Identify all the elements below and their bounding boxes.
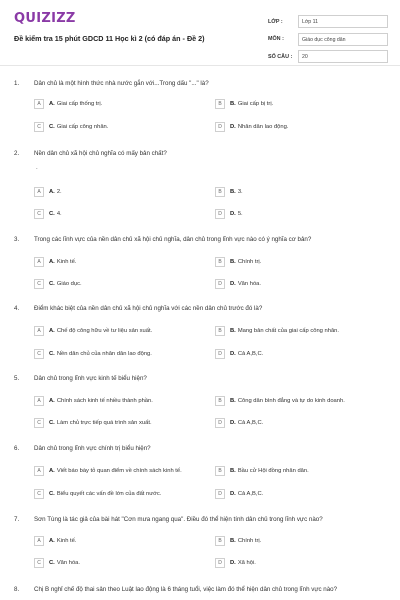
option-box[interactable]: A xyxy=(34,257,44,267)
option-text: Giai cấp thống trị. xyxy=(56,101,103,107)
option-b[interactable] xyxy=(215,465,309,477)
meta-value-field: 20 xyxy=(298,50,388,63)
option-letter: D. xyxy=(230,211,236,217)
question-note: . xyxy=(36,164,38,171)
option-b[interactable] xyxy=(215,535,261,547)
question-number: 3. xyxy=(14,236,20,243)
option-a[interactable] xyxy=(34,98,102,110)
option-box[interactable]: B xyxy=(215,466,225,476)
option-text: Giai cấp bị trị. xyxy=(237,101,274,107)
option-box[interactable]: D xyxy=(215,349,225,359)
option-text: Cả A,B,C. xyxy=(237,420,264,426)
option-letter: A. xyxy=(49,259,55,265)
option-box[interactable]: C xyxy=(34,418,44,428)
option-d[interactable] xyxy=(215,348,263,360)
option-letter: A. xyxy=(49,398,55,404)
option-letter: B. xyxy=(230,259,236,265)
option-letter: D. xyxy=(230,351,236,357)
option-box[interactable]: D xyxy=(215,558,225,568)
option-box[interactable]: A xyxy=(34,466,44,476)
option-letter: A. xyxy=(49,101,55,107)
option-box[interactable]: A xyxy=(34,396,44,406)
option-c[interactable] xyxy=(34,121,108,133)
question-number: 8. xyxy=(14,586,20,593)
option-letter: B. xyxy=(230,189,236,195)
option-box[interactable]: C xyxy=(34,209,44,219)
option-a[interactable] xyxy=(34,325,152,337)
option-d[interactable] xyxy=(215,417,263,429)
question-number: 2. xyxy=(14,150,20,157)
option-letter: B. xyxy=(230,328,236,334)
worksheet-meta xyxy=(268,14,388,67)
option-text: Văn hóa. xyxy=(237,281,262,287)
option-letter: C. xyxy=(49,281,55,287)
option-text: 4. xyxy=(56,211,62,217)
option-letter: A. xyxy=(49,538,55,544)
option-box[interactable]: C xyxy=(34,489,44,499)
option-d[interactable] xyxy=(215,208,243,220)
option-box[interactable]: D xyxy=(215,122,225,132)
worksheet-title: Đề kiểm tra 15 phút GDCD 11 Học kì 2 (có đáp án - Đề 2) xyxy=(14,34,205,43)
option-letter: B. xyxy=(230,101,236,107)
option-a[interactable] xyxy=(34,186,62,198)
option-box[interactable]: D xyxy=(215,279,225,289)
option-box[interactable]: B xyxy=(215,326,225,336)
option-box[interactable]: A xyxy=(34,99,44,109)
meta-value-field: Lớp 11 xyxy=(298,15,388,28)
option-text: Chính trị. xyxy=(237,538,262,544)
option-text: Văn hóa. xyxy=(56,560,81,566)
option-letter: D. xyxy=(230,491,236,497)
question-number: 1. xyxy=(14,80,20,87)
header-divider xyxy=(0,65,400,66)
option-c[interactable] xyxy=(34,417,152,429)
option-box[interactable]: A xyxy=(34,187,44,197)
option-a[interactable] xyxy=(34,535,76,547)
option-box[interactable]: D xyxy=(215,489,225,499)
option-text: Chế độ công hữu về tư liệu sản xuất. xyxy=(56,328,153,334)
option-letter: D. xyxy=(230,560,236,566)
option-box[interactable]: B xyxy=(215,99,225,109)
question-text: Dân chủ là một hình thức nhà nước gắn với...Trong dấu "..." là? xyxy=(34,80,209,87)
question-number: 4. xyxy=(14,305,20,312)
option-text: Bầu cử Hội đồng nhân dân. xyxy=(237,468,309,474)
question-text: Chị B nghỉ chế độ thai sản theo Luật lao động là 6 tháng tuổi, việc làm đó thể hiện dân chủ trong lĩnh vực nào? xyxy=(34,586,338,593)
option-c[interactable] xyxy=(34,348,152,360)
option-box[interactable]: B xyxy=(215,396,225,406)
option-d[interactable] xyxy=(215,488,263,500)
option-a[interactable] xyxy=(34,465,182,477)
option-letter: C. xyxy=(49,491,55,497)
option-d[interactable] xyxy=(215,278,261,290)
meta-label: MÔN : xyxy=(268,36,284,42)
option-b[interactable] xyxy=(215,98,273,110)
worksheet-header xyxy=(0,0,400,62)
option-letter: B. xyxy=(230,468,236,474)
option-box[interactable]: C xyxy=(34,279,44,289)
option-a[interactable] xyxy=(34,256,76,268)
question-text: Nền dân chủ xã hội chủ nghĩa có mấy bản chất? xyxy=(34,150,167,157)
option-text: 3. xyxy=(237,189,243,195)
option-text: Chính trị. xyxy=(237,259,262,265)
option-text: Viết báo bày tỏ quan điểm về chính sách kinh tế. xyxy=(56,468,182,474)
option-text: Giai cấp công nhân. xyxy=(56,124,109,130)
option-text: Giáo dục. xyxy=(56,281,82,287)
option-c[interactable] xyxy=(34,488,161,500)
option-c[interactable] xyxy=(34,208,62,220)
option-letter: C. xyxy=(49,211,55,217)
question-text: Trong các lĩnh vực của nền dân chủ xã hội chủ nghĩa, dân chủ trong lĩnh vực nào có ý nghĩa cơ bản? xyxy=(34,236,312,243)
option-letter: C. xyxy=(49,420,55,426)
option-text: 5. xyxy=(237,211,243,217)
question-number: 6. xyxy=(14,445,20,452)
option-text: Chính sách kinh tế nhiều thành phần. xyxy=(56,398,153,404)
option-b[interactable] xyxy=(215,325,339,337)
option-box[interactable]: D xyxy=(215,418,225,428)
option-text: 2. xyxy=(56,189,62,195)
option-letter: C. xyxy=(49,560,55,566)
meta-value-field: Giáo dục công dân xyxy=(298,33,388,46)
option-box[interactable]: B xyxy=(215,536,225,546)
option-text: Biểu quyết các vấn đề lớn của đất nước. xyxy=(56,491,162,497)
option-box[interactable]: C xyxy=(34,349,44,359)
option-text: Xã hội. xyxy=(237,560,256,566)
option-box[interactable]: A xyxy=(34,536,44,546)
option-text: Kinh tế. xyxy=(56,538,77,544)
question-text: Dân chủ trong lĩnh vực chính trị biểu hiện? xyxy=(34,445,151,452)
option-letter: C. xyxy=(49,351,55,357)
meta-row-count xyxy=(268,49,388,64)
question-number: 7. xyxy=(14,516,20,523)
option-a[interactable] xyxy=(34,395,153,407)
option-box[interactable]: B xyxy=(215,257,225,267)
option-box[interactable]: A xyxy=(34,326,44,336)
option-text: Mang bản chất của giai cấp công nhân. xyxy=(237,328,340,334)
option-letter: D. xyxy=(230,420,236,426)
option-text: Công dân bình đẳng và tự do kinh doanh. xyxy=(237,398,345,404)
option-text: Nhân dân lao động. xyxy=(237,124,289,130)
option-c[interactable] xyxy=(34,278,82,290)
option-box[interactable]: B xyxy=(215,187,225,197)
option-text: Cả A,B,C. xyxy=(237,351,264,357)
option-text: Làm chủ trực tiếp quá trình sản xuất. xyxy=(56,420,152,426)
option-text: Nền dân chủ của nhân dân lao động. xyxy=(56,351,152,357)
option-box[interactable]: C xyxy=(34,558,44,568)
option-letter: D. xyxy=(230,124,236,130)
quizizz-logo: QUIZIZZ xyxy=(14,11,76,26)
meta-label: LỚP : xyxy=(268,18,283,25)
option-letter: A. xyxy=(49,468,55,474)
option-box[interactable]: C xyxy=(34,122,44,132)
option-text: Cả A,B,C. xyxy=(237,491,264,497)
option-letter: B. xyxy=(230,398,236,404)
meta-row-class xyxy=(268,14,388,29)
option-text: Kinh tế. xyxy=(56,259,77,265)
question-number: 5. xyxy=(14,375,20,382)
option-b[interactable] xyxy=(215,395,345,407)
option-box[interactable]: D xyxy=(215,209,225,219)
question-text: Dân chủ trong lĩnh vực kinh tế biểu hiện? xyxy=(34,375,147,382)
option-b[interactable] xyxy=(215,256,261,268)
option-d[interactable] xyxy=(215,121,288,133)
question-text: Điểm khác biệt của nền dân chủ xã hội chủ nghĩa với các nền dân chủ trước đó là? xyxy=(34,305,263,312)
option-letter: C. xyxy=(49,124,55,130)
option-c[interactable] xyxy=(34,557,80,569)
question-text: Sơn Tùng là tác giả của bài hát "Cơn mưa ngang qua". Điều đó thể hiện tính dân chủ trong lĩnh vực nào? xyxy=(34,516,323,523)
meta-row-subject xyxy=(268,32,388,47)
option-b[interactable] xyxy=(215,186,243,198)
option-letter: A. xyxy=(49,189,55,195)
option-d[interactable] xyxy=(215,557,256,569)
option-letter: D. xyxy=(230,281,236,287)
meta-label: SỐ CÂU : xyxy=(268,53,293,60)
option-letter: B. xyxy=(230,538,236,544)
option-letter: A. xyxy=(49,328,55,334)
